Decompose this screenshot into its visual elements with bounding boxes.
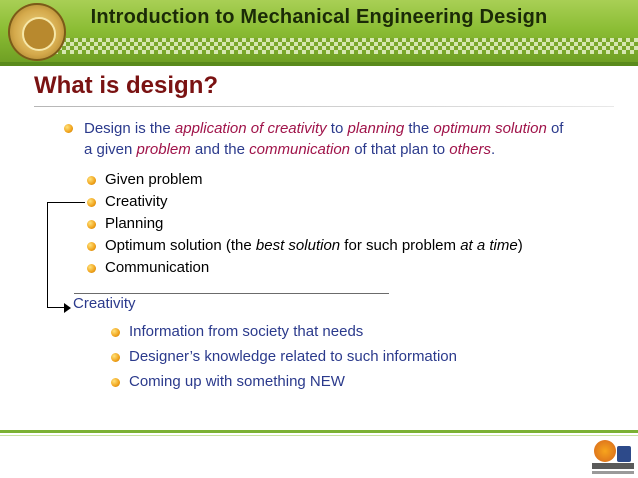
- intro-highlight: others: [449, 141, 491, 158]
- creativity-point: Information from society that needs: [129, 323, 364, 340]
- gold-bullet-icon: [87, 176, 96, 185]
- item-text: ): [517, 237, 523, 254]
- gold-bullet-icon: [87, 242, 96, 251]
- gold-bullet-icon: [64, 124, 73, 133]
- intro-highlight: application of creativity: [174, 120, 327, 137]
- footer-rule-light: [0, 435, 638, 436]
- item-text: Optimum solution (the: [105, 237, 256, 254]
- department-logo-icon: [594, 440, 616, 462]
- intro-highlight: optimum solution: [433, 120, 547, 137]
- intro-text: a given: [84, 141, 137, 158]
- section-separator: [74, 293, 389, 294]
- creativity-point: Coming up with something NEW: [129, 373, 345, 390]
- department-logo-wordmark: [592, 463, 634, 469]
- footer-rule: [0, 430, 638, 433]
- gold-bullet-icon: [87, 198, 96, 207]
- intro-paragraph: [84, 118, 604, 160]
- gold-bullet-icon: [87, 220, 96, 229]
- intro-text: and the: [190, 141, 250, 158]
- arrow-right-icon: [64, 303, 71, 313]
- intro-text: the: [404, 120, 434, 137]
- department-logo-emblem: [617, 446, 631, 462]
- item-text: for such problem: [340, 237, 461, 254]
- list-item-planning: Planning: [105, 215, 164, 232]
- department-logo-subtext: [592, 471, 634, 474]
- intro-text: .: [490, 141, 496, 158]
- list-item-creativity: Creativity: [105, 193, 168, 210]
- banner-title: Introduction to Mechanical Engineering Design: [90, 6, 548, 28]
- intro-text: of that plan to: [350, 141, 450, 158]
- bracket-connector-vertical: [47, 202, 48, 308]
- intro-text: of: [546, 120, 564, 137]
- header-banner: [0, 0, 638, 66]
- gold-bullet-icon: [111, 328, 120, 337]
- item-emphasis: best solution: [255, 237, 341, 254]
- slide-heading: What is design?: [34, 72, 219, 99]
- list-item-communication: Communication: [105, 259, 210, 276]
- intro-line-2: [84, 139, 604, 160]
- list-item-optimum-solution: [105, 237, 523, 254]
- intro-highlight: problem: [136, 141, 191, 158]
- list-item-given-problem: Given problem: [105, 171, 203, 188]
- heading-rule: [34, 106, 614, 107]
- gold-bullet-icon: [87, 264, 96, 273]
- item-emphasis: at a time: [460, 237, 518, 254]
- creativity-point: Designer’s knowledge related to such information: [129, 348, 457, 365]
- intro-text: Design is the: [84, 120, 175, 137]
- intro-highlight: planning: [347, 120, 405, 137]
- intro-line-1: [84, 118, 604, 139]
- creativity-label: Creativity: [73, 295, 136, 312]
- banner-pattern: [54, 38, 638, 54]
- bracket-connector-top: [47, 202, 85, 203]
- gold-bullet-icon: [111, 378, 120, 387]
- university-seal-icon: [8, 3, 66, 61]
- intro-highlight: communication: [249, 141, 351, 158]
- gold-bullet-icon: [111, 353, 120, 362]
- banner-underline: [0, 62, 638, 66]
- seal-emblem: [22, 17, 56, 51]
- intro-text: to: [326, 120, 348, 137]
